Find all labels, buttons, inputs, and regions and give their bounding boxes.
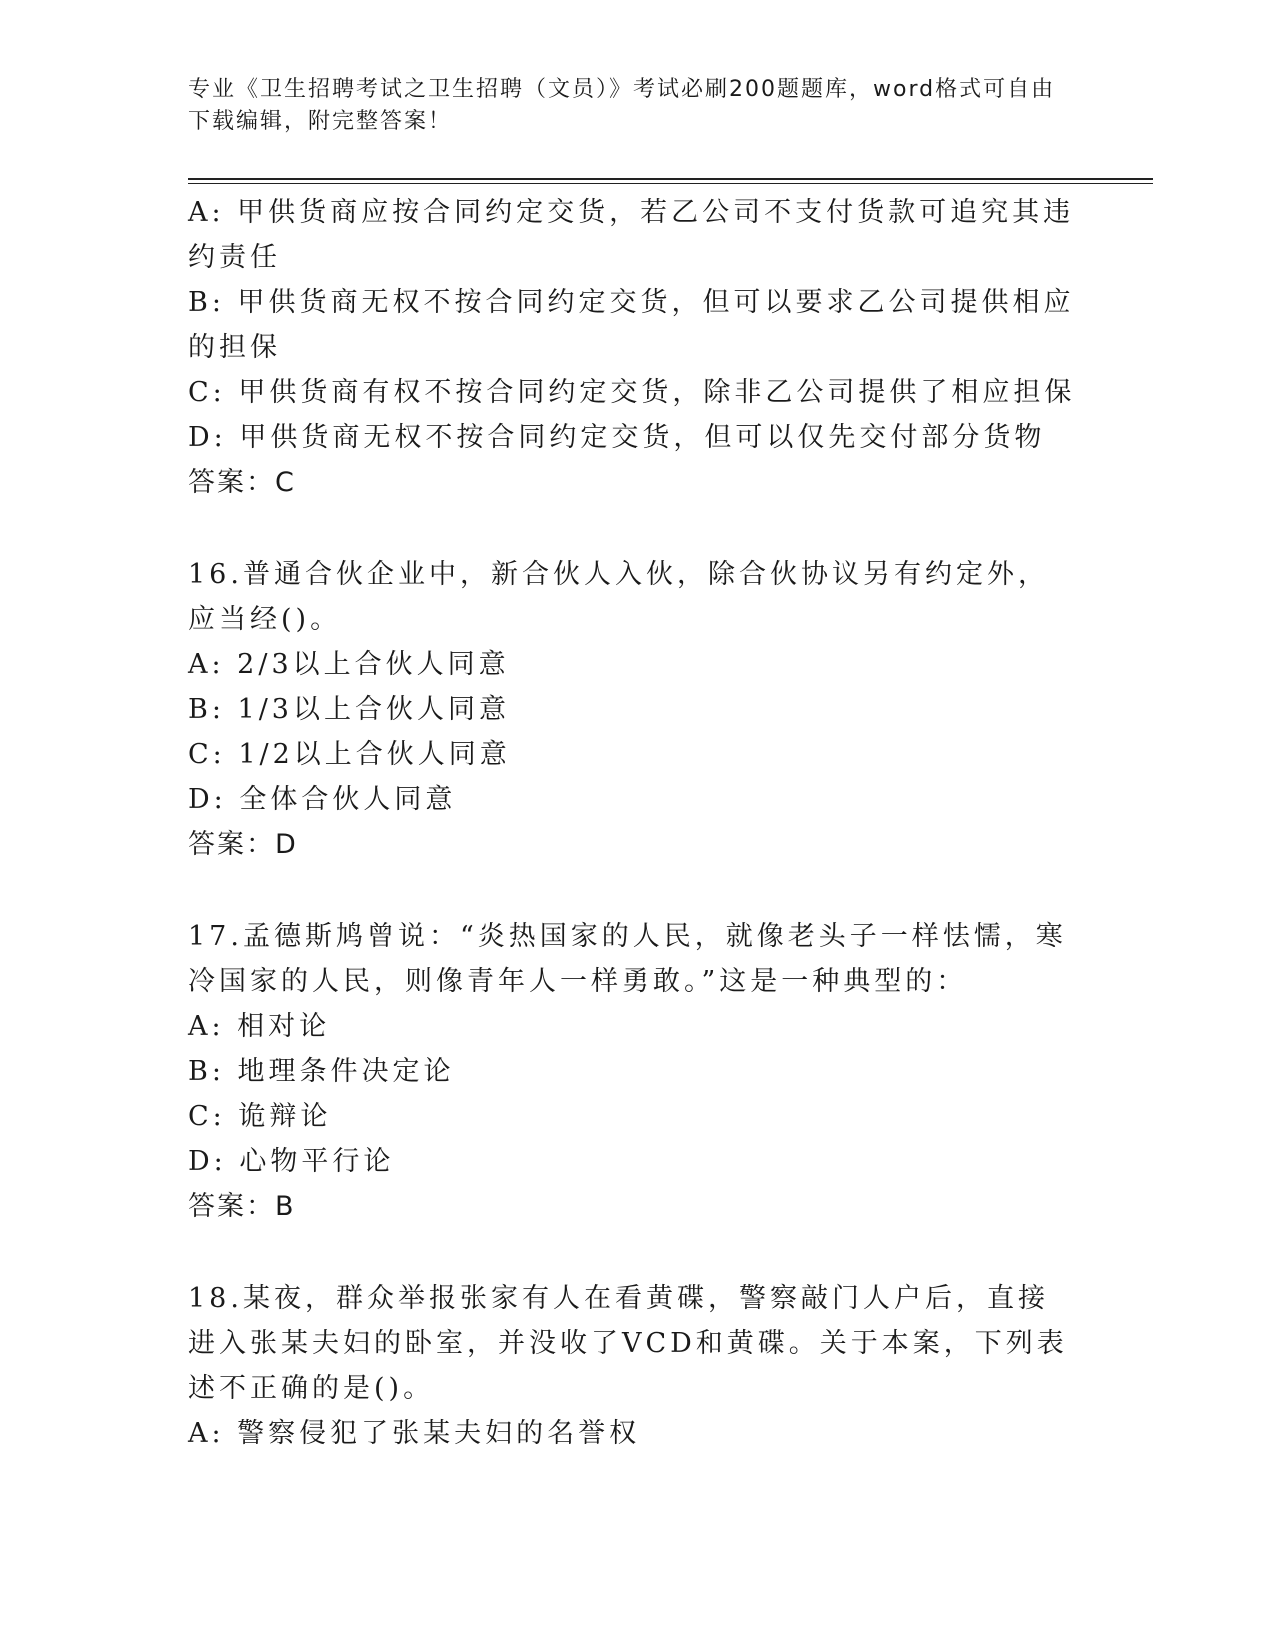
option-b: B: 甲供货商无权不按合同约定交货，但可以要求乙公司提供相应的担保 (188, 287, 1075, 363)
question-16 (188, 552, 1078, 867)
option-a: A: 2/3以上合伙人同意 (188, 649, 510, 680)
question-stem: 16.普通合伙企业中，新合伙人入伙，除合伙协议另有约定外，应当经()。 (188, 559, 1049, 635)
question-continued (188, 190, 1078, 505)
question-18 (188, 1276, 1078, 1456)
option-a: A: 甲供货商应按合同约定交货，若乙公司不支付货款可追究其违约责任 (188, 197, 1075, 273)
option-d: D: 心物平行论 (188, 1146, 395, 1177)
header-divider-thin (188, 183, 1153, 184)
option-c: C: 诡辩论 (188, 1101, 332, 1132)
option-c: C: 甲供货商有权不按合同约定交货，除非乙公司提供了相应担保 (188, 377, 1076, 408)
option-b: B: 1/3以上合伙人同意 (188, 694, 510, 725)
option-d: D: 甲供货商无权不按合同约定交货，但可以仅先交付部分货物 (188, 422, 1046, 453)
page-header: 专业《卫生招聘考试之卫生招聘（文员）》考试必刷200题题库，word格式可自由下载编辑，附完整答案！ (188, 77, 1056, 134)
answer-line: 答案：B (188, 1191, 296, 1222)
option-c: C: 1/2以上合伙人同意 (188, 739, 511, 770)
option-b: B: 地理条件决定论 (188, 1056, 455, 1087)
question-content (188, 190, 1078, 1456)
answer-line: 答案：D (188, 829, 298, 860)
answer-line: 答案：C (188, 467, 296, 498)
question-stem: 18.某夜，群众举报张家有人在看黄碟，警察敲门人户后，直接进入张某夫妇的卧室，并没收了VCD和黄碟。关于本案，下列表述不正确的是()。 (188, 1283, 1068, 1404)
option-a: A: 相对论 (188, 1011, 331, 1042)
option-a: A: 警察侵犯了张某夫妇的名誉权 (188, 1418, 641, 1449)
question-17 (188, 914, 1078, 1229)
option-d: D: 全体合伙人同意 (188, 784, 457, 815)
question-stem: 17.孟德斯鸠曾说：“炎热国家的人民，就像老头子一样怯懦，寒冷国家的人民，则像青年人一样勇敢。”这是一种典型的： (188, 921, 1067, 997)
header-divider (188, 178, 1153, 180)
